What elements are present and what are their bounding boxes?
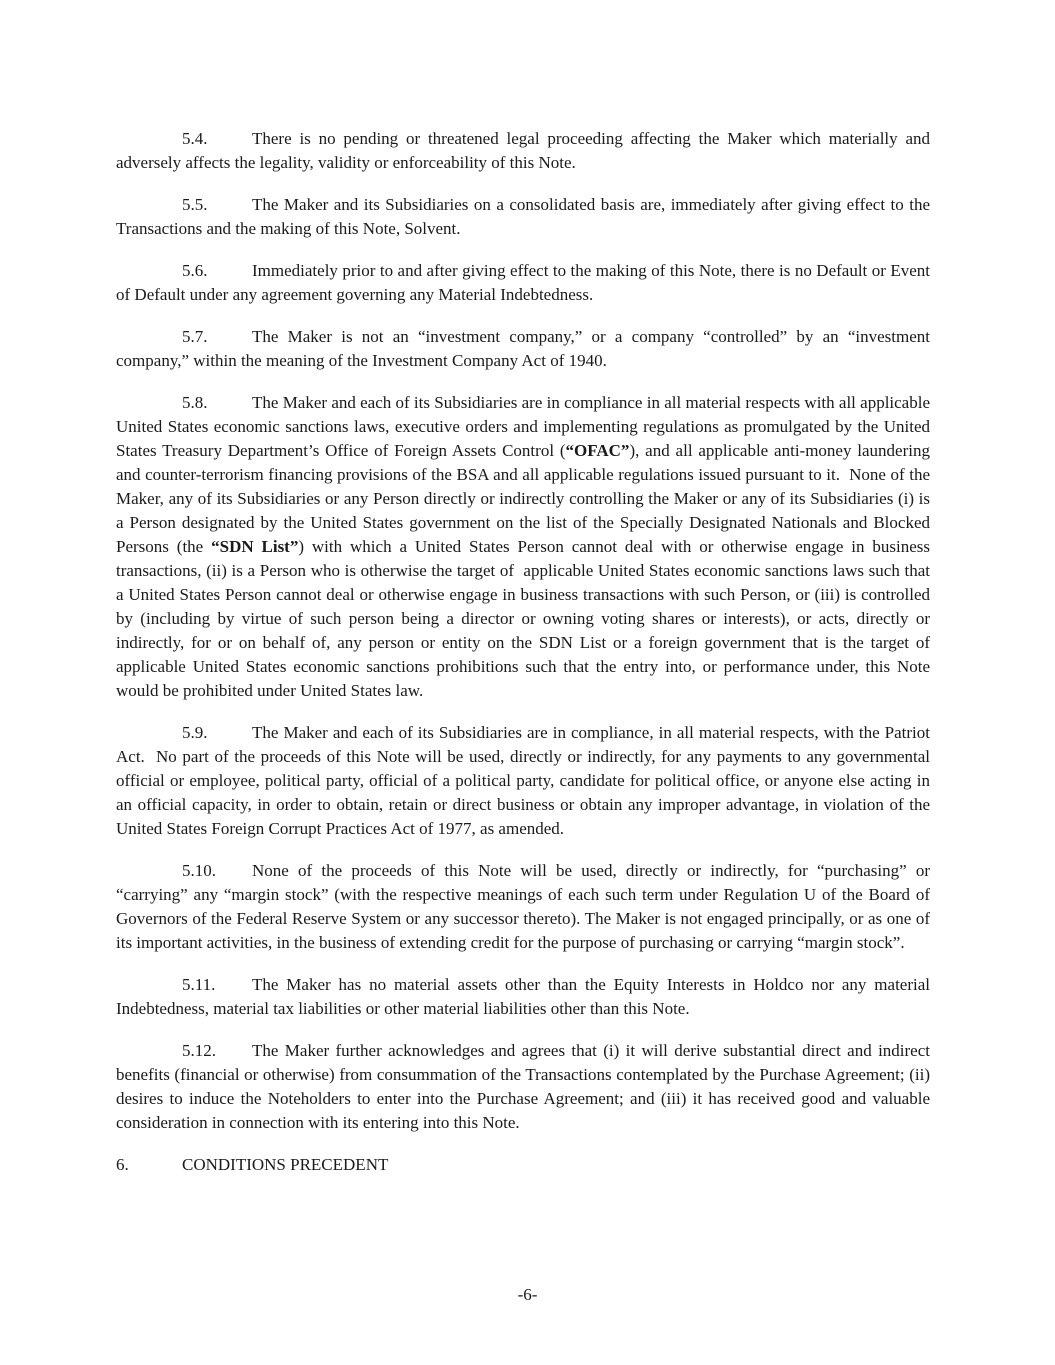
bold-term: “SDN List” bbox=[211, 537, 299, 556]
section-heading bbox=[116, 1153, 930, 1177]
text-segment: The Maker further acknowledges and agrees that (i) it will derive substantial direct and indirect benefits (financial or otherwise) from consummation of the Transactions contemplated by the Purchase Agreement; (ii) desires to induce the Noteholders to enter into the Purchase Agreement; and (iii) it has received good and valuable consideration in connection with its entering into this Note. bbox=[116, 1041, 935, 1132]
paragraph-number: 5.8. bbox=[182, 393, 208, 412]
section-title: CONDITIONS PRECEDENT bbox=[182, 1155, 389, 1174]
paragraph bbox=[116, 259, 935, 307]
paragraph-number: 5.10. bbox=[182, 861, 216, 880]
text-segment: ), and all applicable anti-money laundering and counter-terrorism financing provisions of the BSA and all applicable regulations issued pursuant to it. None of the Maker, any of its Subsidiaries or any Person directly or indirectly controlling the Maker or any of its Subsidiaries (i) is a Person designated by the United States government on the list of the Specially Designated Nationals and Blocked Persons (the bbox=[116, 441, 935, 556]
paragraph-number: 5.12. bbox=[182, 1041, 216, 1060]
text-segment: ) with which a United States Person cannot deal with or otherwise engage in business transactions, (ii) is a Person who is otherwise the target of applicable United States economic sanctions laws such that a United States Person cannot deal or otherwise engage in business transactions with such Person, or (iii) is controlled by (including by virtue of such person being a director or owning voting shares or interests), or acts, directly or indirectly, for or on behalf of, any person or entity on the SDN List or a foreign government that is the target of applicable United States economic sanctions prohibitions such that the entry into, or performance under, this Note would be prohibited under United States law. bbox=[116, 537, 935, 700]
paragraph-number: 5.4. bbox=[182, 129, 208, 148]
paragraph-number: 5.7. bbox=[182, 327, 208, 346]
text-segment: The Maker is not an “investment company,” or a company “controlled” by an “investment company,” within the meaning of the Investment Company Act of 1940. bbox=[116, 327, 935, 370]
bold-term: “OFAC” bbox=[565, 441, 630, 460]
paragraph bbox=[116, 193, 934, 241]
paragraph-number: 5.6. bbox=[182, 261, 208, 280]
paragraph-text bbox=[116, 393, 934, 700]
paragraph bbox=[116, 859, 935, 955]
section-number: 6. bbox=[116, 1155, 129, 1174]
paragraph bbox=[116, 973, 935, 1021]
paragraph bbox=[116, 1039, 935, 1135]
text-segment: There is no pending or threatened legal proceeding affecting the Maker which materially and adversely affects the legality, validity or enforceability of this Note. bbox=[116, 129, 935, 172]
text-segment: The Maker has no material assets other than the Equity Interests in Holdco nor any material Indebtedness, material tax liabilities or other material liabilities other than this Note. bbox=[116, 975, 935, 1018]
text-segment: The Maker and its Subsidiaries on a consolidated basis are, immediately after giving effect to the Transactions and the making of this Note, Solvent. bbox=[116, 195, 934, 238]
paragraph-number: 5.11. bbox=[182, 975, 216, 994]
paragraph bbox=[116, 391, 935, 703]
paragraph bbox=[116, 721, 935, 841]
text-segment: The Maker and each of its Subsidiaries are in compliance, in all material respects, with the Patriot Act. No part of the proceeds of this Note will be used, directly or indirectly, for any payments to any governmental official or employee, political party, official of a political party, candidate for political office, or anyone else acting in an official capacity, in order to obtain, retain or direct business or obtain any improper advantage, in violation of the United States Foreign Corrupt Practices Act of 1977, as amended. bbox=[116, 723, 935, 838]
text-segment: None of the proceeds of this Note will be used, directly or indirectly, for “purchasing” or “carrying” any “margin stock” (with the respective meanings of each such term under Regulation U of the Board of Governors of the Federal Reserve System or any successor thereto). The Maker is not engaged principally, or as one of its important activities, in the business of extending credit for the purpose of purchasing or carrying “margin stock”. bbox=[116, 861, 935, 952]
text-segment: The Maker and each of its Subsidiaries are in compliance in all material respects with all applicable United States economic sanctions laws, executive orders and implementing regulations as promulgated by the United States Treasury Department’s Office of Foreign Assets Control ( bbox=[116, 393, 935, 460]
paragraph bbox=[116, 325, 935, 373]
document-body bbox=[116, 127, 935, 1135]
paragraph bbox=[116, 127, 935, 175]
text-segment: Immediately prior to and after giving effect to the making of this Note, there is no Default or Event of Default under any agreement governing any Material Indebtedness. bbox=[116, 261, 935, 304]
paragraph-number: 5.9. bbox=[182, 723, 208, 742]
page-number: -6- bbox=[517, 1285, 538, 1304]
paragraph-number: 5.5. bbox=[182, 195, 208, 214]
